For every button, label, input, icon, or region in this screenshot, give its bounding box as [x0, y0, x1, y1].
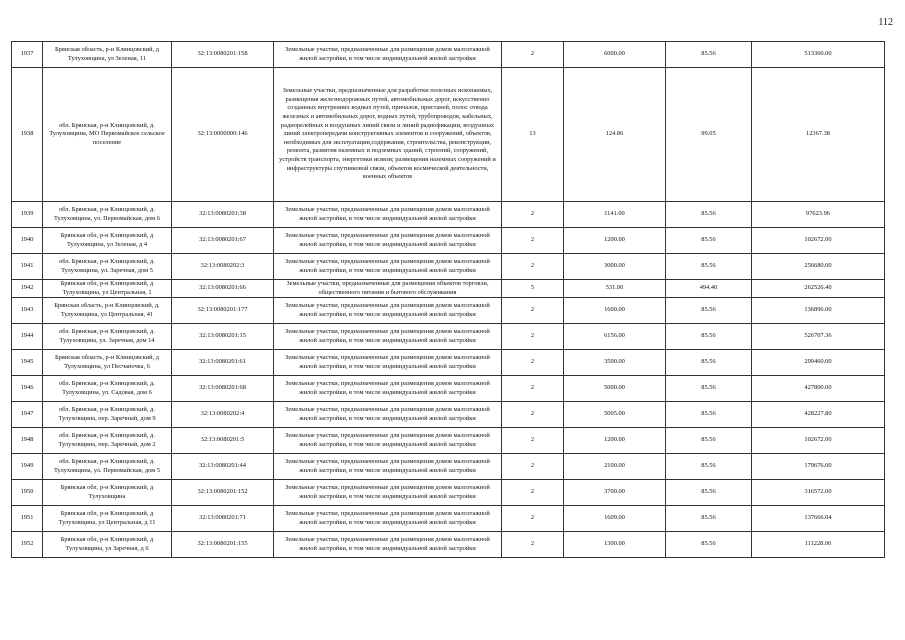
row-number-cell: 1948 [12, 428, 43, 454]
cadastral-number-cell: 32:13:0080202:4 [172, 402, 274, 428]
table-row [12, 202, 885, 228]
address-cell: обл. Брянская, р-н Клинцовский, д. Тулуховщина, пер. Заречный, дом 2 [43, 428, 172, 454]
rate-cell: 85.56 [666, 376, 752, 402]
area-cell: 3000.00 [564, 254, 666, 280]
area-cell: 3500.00 [564, 350, 666, 376]
land-use-cell: Земельные участки, предназначенные для размещения домов малоэтажной жилой застройки, в том числе индивидуальной жилой застройки [274, 350, 502, 376]
group-cell: 2 [502, 402, 564, 428]
table-row [12, 68, 885, 202]
row-number-cell: 1943 [12, 298, 43, 324]
table-row [12, 506, 885, 532]
cadastral-number-cell: 32:13:0080201:155 [172, 532, 274, 558]
rate-cell: 99.05 [666, 68, 752, 202]
row-number-cell: 1941 [12, 254, 43, 280]
address-cell: Брянская обл, р-н Клинцовский, д Тулуховщина, ул Центральная, 1 [43, 280, 172, 298]
row-number-cell: 1937 [12, 42, 43, 68]
land-use-cell: Земельные участки, предназначенные для размещения домов малоэтажной жилой застройки, в том числе индивидуальной жилой застройки [274, 506, 502, 532]
area-cell: 1200.00 [564, 228, 666, 254]
address-cell: обл. Брянская, р-н Клинцовский, д. Тулуховщина, МО Первомайское сельское поселение [43, 68, 172, 202]
land-use-cell: Земельные участки, предназначенные для размещения домов малоэтажной жилой застройки, в том числе индивидуальной жилой застройки [274, 42, 502, 68]
area-cell: 3700.00 [564, 480, 666, 506]
address-cell: Брянская обл, р-н Клинцовский, д Тулуховщина [43, 480, 172, 506]
land-use-cell: Земельные участки, предназначенные для размещения домов малоэтажной жилой застройки, в том числе индивидуальной жилой застройки [274, 532, 502, 558]
table-row [12, 228, 885, 254]
page-number: 112 [878, 17, 893, 28]
row-number-cell: 1946 [12, 376, 43, 402]
address-cell: обл. Брянская, р-н Клинцовский, д. Тулуховщина, ул. Первомайская, дом 6 [43, 202, 172, 228]
land-use-cell: Земельные участки, предназначенные для размещения домов малоэтажной жилой застройки, в том числе индивидуальной жилой застройки [274, 202, 502, 228]
table-row [12, 324, 885, 350]
address-cell: обл. Брянская, р-н Клинцовский, д. Тулуховщина, пер. Заречный, дом 9 [43, 402, 172, 428]
group-cell: 2 [502, 532, 564, 558]
rate-cell: 85.56 [666, 254, 752, 280]
address-cell: Брянская обл, р-н Клинцовский, д Тулуховщина, ул Зеленая, д 4 [43, 228, 172, 254]
row-number-cell: 1951 [12, 506, 43, 532]
area-cell: 1609.00 [564, 506, 666, 532]
table-row [12, 402, 885, 428]
address-cell: Брянская область, р-н Клинцовский, д Тулуховщина, ул Песчаночка, 6 [43, 350, 172, 376]
cadastral-value-cell: 97623.96 [752, 202, 885, 228]
cadastral-value-cell: 136896.00 [752, 298, 885, 324]
rate-cell: 85.56 [666, 202, 752, 228]
rate-cell: 85.56 [666, 532, 752, 558]
group-cell: 2 [502, 506, 564, 532]
rate-cell: 85.56 [666, 350, 752, 376]
cadastral-value-cell: 427800.00 [752, 376, 885, 402]
cadastral-number-cell: 32:13:0080201:61 [172, 350, 274, 376]
area-cell: 6156.00 [564, 324, 666, 350]
group-cell: 2 [502, 428, 564, 454]
cadastral-value-cell: 102672.00 [752, 428, 885, 454]
cadastral-value-cell: 102672.00 [752, 228, 885, 254]
table-row [12, 376, 885, 402]
rate-cell: 85.56 [666, 402, 752, 428]
area-cell: 531.00 [564, 280, 666, 298]
area-cell: 6000.00 [564, 42, 666, 68]
row-number-cell: 1938 [12, 68, 43, 202]
rate-cell: 85.56 [666, 480, 752, 506]
group-cell: 2 [502, 254, 564, 280]
area-cell: 1141.00 [564, 202, 666, 228]
row-number-cell: 1952 [12, 532, 43, 558]
area-cell: 2100.00 [564, 454, 666, 480]
cadastral-value-cell: 428227.80 [752, 402, 885, 428]
cadastral-number-cell: 32:13:0080201:177 [172, 298, 274, 324]
cadastral-number-cell: 32:13:0080202:3 [172, 254, 274, 280]
row-number-cell: 1950 [12, 480, 43, 506]
rate-cell: 85.56 [666, 428, 752, 454]
group-cell: 2 [502, 202, 564, 228]
land-use-cell: Земельные участки, предназначенные для размещения домов малоэтажной жилой застройки, в том числе индивидуальной жилой застройки [274, 480, 502, 506]
land-use-cell: Земельные участки, предназначенные для размещения домов малоэтажной жилой застройки, в том числе индивидуальной жилой застройки [274, 254, 502, 280]
area-cell: 5005.00 [564, 402, 666, 428]
address-cell: Брянская область, р-н Клинцовский, д. Тулуховщина, ул Центральная, 41 [43, 298, 172, 324]
cadastral-number-cell: 32:13:0080201:158 [172, 42, 274, 68]
land-use-cell: Земельные участки, предназначенные для размещения объектов торговли, общественного питания и бытового обслуживания [274, 280, 502, 298]
address-cell: обл. Брянская, р-н Клинцовский, д. Тулуховщина, ул. Заречная, дом 14 [43, 324, 172, 350]
group-cell: 2 [502, 376, 564, 402]
rate-cell: 85.56 [666, 454, 752, 480]
address-cell: Брянская обл, р-н Клинцовский, д Тулуховщина, ул Заречная, д 6 [43, 532, 172, 558]
table-row [12, 280, 885, 298]
rate-cell: 85.56 [666, 506, 752, 532]
cadastral-number-cell: 32:13:0080201:67 [172, 228, 274, 254]
cadastral-value-cell: 299460.00 [752, 350, 885, 376]
group-cell: 2 [502, 42, 564, 68]
cadastral-number-cell: 32:13:0080201:44 [172, 454, 274, 480]
address-cell: обл. Брянская, р-н Клинцовский, д. Тулуховщина, ул. Заречная, дом 5 [43, 254, 172, 280]
cadastral-number-cell: 32:13:0080201:71 [172, 506, 274, 532]
land-use-cell: Земельные участки, предназначенные для размещения домов малоэтажной жилой застройки, в том числе индивидуальной жилой застройки [274, 298, 502, 324]
area-cell: 5000.00 [564, 376, 666, 402]
rate-cell: 85.56 [666, 298, 752, 324]
group-cell: 2 [502, 350, 564, 376]
cadastral-value-cell: 513360.00 [752, 42, 885, 68]
row-number-cell: 1944 [12, 324, 43, 350]
row-number-cell: 1942 [12, 280, 43, 298]
area-cell: 1300.00 [564, 532, 666, 558]
cadastral-number-cell: 32:13:0080201:152 [172, 480, 274, 506]
land-use-cell: Земельные участки, предназначенные для размещения домов малоэтажной жилой застройки, в том числе индивидуальной жилой застройки [274, 402, 502, 428]
group-cell: 13 [502, 68, 564, 202]
rate-cell: 85.56 [666, 42, 752, 68]
row-number-cell: 1947 [12, 402, 43, 428]
area-cell: 1200.00 [564, 428, 666, 454]
cadastral-value-cell: 262526.40 [752, 280, 885, 298]
group-cell: 5 [502, 280, 564, 298]
rate-cell: 85.56 [666, 324, 752, 350]
rate-cell: 85.56 [666, 228, 752, 254]
cadastral-number-cell: 32:13:0000000:146 [172, 68, 274, 202]
cadastral-value-cell: 137666.04 [752, 506, 885, 532]
cadastral-number-cell: 32:13:0080201:38 [172, 202, 274, 228]
cadastral-value-cell: 12367.38 [752, 68, 885, 202]
table-row [12, 454, 885, 480]
address-cell: Брянская обл, р-н Клинцовский, д Тулуховщина, ул Центральная, д 11 [43, 506, 172, 532]
cadastral-value-cell: 256680.00 [752, 254, 885, 280]
cadastral-value-cell: 526707.36 [752, 324, 885, 350]
area-cell: 1600.00 [564, 298, 666, 324]
group-cell: 2 [502, 228, 564, 254]
table-row [12, 532, 885, 558]
group-cell: 2 [502, 298, 564, 324]
address-cell: Брянская область, р-н Клинцовский, д Тулуховщина, ул Зеленая, 11 [43, 42, 172, 68]
land-use-cell: Земельные участки, предназначенные для размещения домов малоэтажной жилой застройки, в том числе индивидуальной жилой застройки [274, 376, 502, 402]
cadastral-value-cell: 179676.00 [752, 454, 885, 480]
land-use-cell: Земельные участки, предназначенные для размещения домов малоэтажной жилой застройки, в том числе индивидуальной жилой застройки [274, 428, 502, 454]
land-use-cell: Земельные участки, предназначенные для размещения домов малоэтажной жилой застройки, в том числе индивидуальной жилой застройки [274, 454, 502, 480]
table-row [12, 480, 885, 506]
row-number-cell: 1940 [12, 228, 43, 254]
table-row [12, 42, 885, 68]
row-number-cell: 1949 [12, 454, 43, 480]
cadastral-value-cell: 316572.00 [752, 480, 885, 506]
area-cell: 124.86 [564, 68, 666, 202]
table-row [12, 254, 885, 280]
cadastral-number-cell: 32:13:0080201:66 [172, 280, 274, 298]
land-plots-table [11, 41, 885, 558]
group-cell: 2 [502, 454, 564, 480]
rate-cell: 494.40 [666, 280, 752, 298]
cadastral-value-cell: 111228.00 [752, 532, 885, 558]
row-number-cell: 1939 [12, 202, 43, 228]
land-use-cell: Земельные участки, предназначенные для размещения домов малоэтажной жилой застройки, в том числе индивидуальной жилой застройки [274, 324, 502, 350]
address-cell: обл. Брянская, р-н Клинцовский, д. Тулуховщина, ул. Садовая, дом 6 [43, 376, 172, 402]
row-number-cell: 1945 [12, 350, 43, 376]
cadastral-number-cell: 32:13:0080201:15 [172, 324, 274, 350]
address-cell: обл. Брянская, р-н Клинцовский, д. Тулуховщина, ул. Первомайская, дом 5 [43, 454, 172, 480]
table-row [12, 428, 885, 454]
group-cell: 2 [502, 480, 564, 506]
cadastral-number-cell: 32:13:0080201:68 [172, 376, 274, 402]
cadastral-number-cell: 32:13:0080201:5 [172, 428, 274, 454]
land-use-cell: Земельные участки, предназначенные для разработки полезных ископаемых, размещения железнодорожных путей, автомобильных дорог, искусственно созданных внутренних водных путей, причалов, пристаней, полос отвода железных и автомобильных дорог, водных путей, трубопроводов, кабельных, радиорелейных и воздушных линий связи и линий радиофикации, воздушных линий электропередачи конструктивных элементов и сооружений, объектов, необходимых для эксплуатации,содержания, строительства, реконструкции, ремонта, развития наземных и подземных зданий, строений, сооружений, устройств транспорта, энергетики исвязи; размещения наземных сооружений и инфраструктуры спутниковой связи, объектов космической деятельности, военных объектов [274, 68, 502, 202]
table-row [12, 350, 885, 376]
land-use-cell: Земельные участки, предназначенные для размещения домов малоэтажной жилой застройки, в том числе индивидуальной жилой застройки [274, 228, 502, 254]
group-cell: 2 [502, 324, 564, 350]
table-row [12, 298, 885, 324]
